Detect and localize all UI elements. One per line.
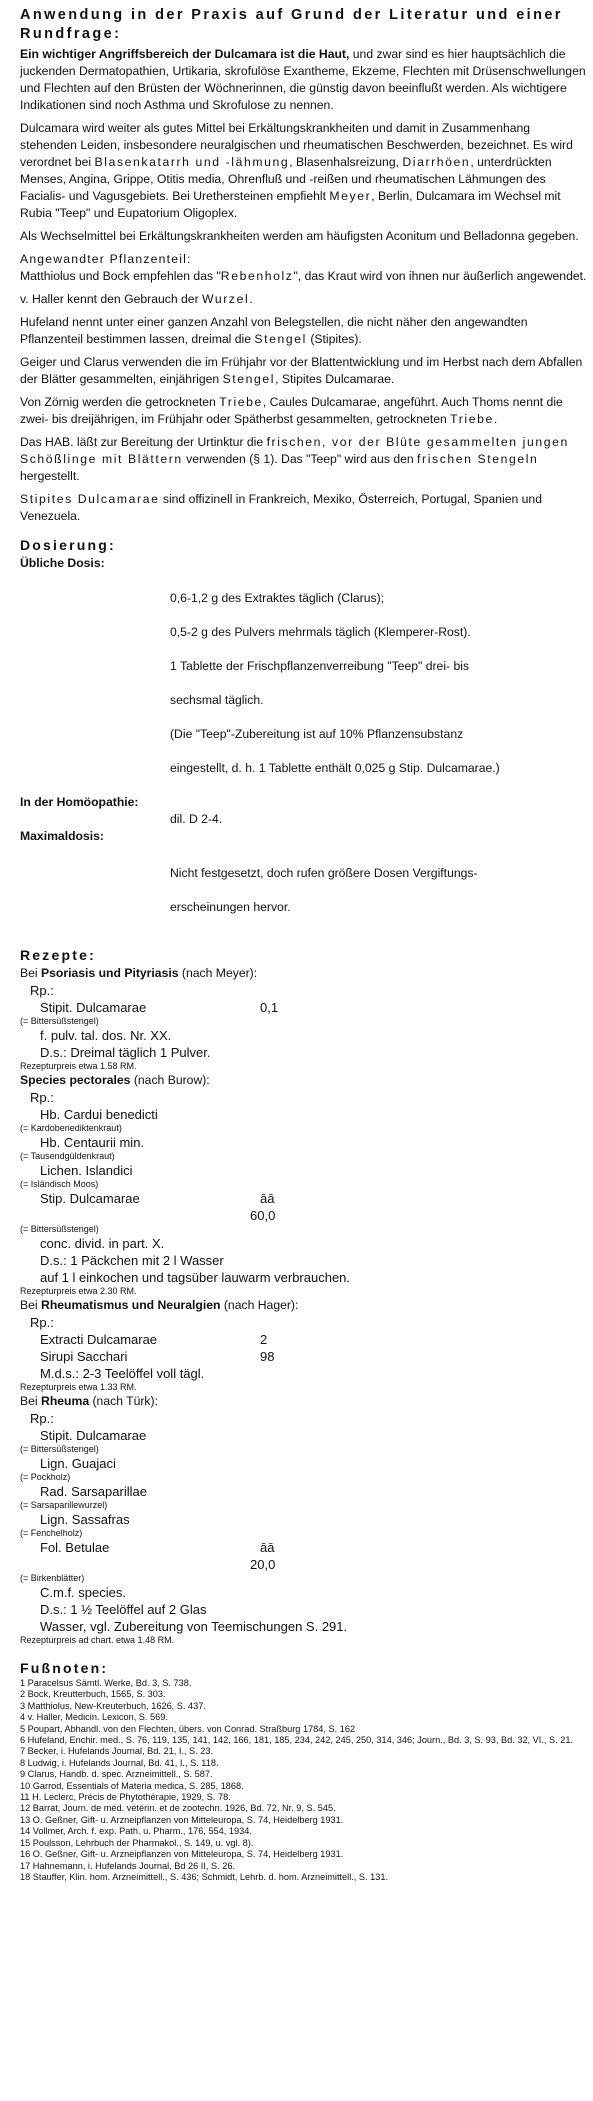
footnote-item: 12 Barrat, Journ. de méd. vétérin. et de zootechn. 1926, Bd. 72, Nr. 9, S. 545. bbox=[20, 1803, 336, 1814]
ingredient-quantity: 0,1 bbox=[260, 1000, 279, 1015]
ingredient-name: Hb. Cardui benedicti bbox=[40, 1107, 158, 1122]
text: , Stipites Dulcamarae. bbox=[275, 372, 395, 386]
instruction-line: D.s.: Dreimal täglich 1 Pulver. bbox=[40, 1045, 211, 1060]
spaced-text: Diarrhöen bbox=[402, 155, 471, 169]
recipe-indication: Species pectorales bbox=[20, 1073, 131, 1087]
text: (nach Burow): bbox=[130, 1073, 210, 1087]
max-dose-label: Maximaldosis: bbox=[20, 829, 104, 843]
footnote-item: 13 O. Geßner, Gift- u. Arzneipflanzen von Mitteleuropa, S. 74, Heidelberg 1931. bbox=[20, 1814, 344, 1825]
plant-paragraph-5 bbox=[20, 394, 590, 428]
recipe-price: Rezepturpreis etwa 1.33 RM. bbox=[20, 1382, 137, 1392]
recipe-1 bbox=[20, 965, 590, 1072]
ingredient-name: Lign. Sassafras bbox=[40, 1512, 130, 1527]
text: Bei bbox=[20, 1394, 42, 1408]
dose-line: 1 Tablette der Frischpflanzenverreibung "Teep" drei- bis bbox=[170, 659, 470, 673]
text: Dulcamara wird weiter als gutes Mittel bei Erkältungskrankheiten und damit in Zusammenhang stehenden Leiden, insbesondere neuralgischen und rheumatischen Beschwerden, bezeichnet. Es wird verordnet bei bbox=[20, 121, 573, 169]
usual-dose-label: Übliche Dosis: bbox=[20, 556, 105, 570]
ingredient-note: (= Birkenblätter) bbox=[20, 1573, 85, 1583]
footnote-item: 15 Poulsson, Lehrbuch der Pharmakol., S. 149, u. vgl. 8). bbox=[20, 1837, 254, 1848]
ingredient-note: (= Sarsaparillewurzel) bbox=[20, 1500, 108, 1510]
usual-dose-lines bbox=[170, 573, 590, 794]
ingredient-name: Fol. Betulae bbox=[40, 1540, 110, 1555]
dose-line: 0,5-2 g des Pulvers mehrmals täglich (Klemperer-Rost). bbox=[170, 625, 471, 639]
text: , unterdrückten Menses, Angina, Grippe, Otitis media, Ohrenfluß und -reißen und rheumatischen Lähmungen des Facialis- und Vagusgebiets. Bei Urethersteinen empfiehlt bbox=[20, 155, 552, 203]
spaced-text: Wurzel bbox=[202, 292, 250, 306]
ingredient-note: (= Bittersüßstengel) bbox=[20, 1224, 99, 1234]
text: Bei bbox=[20, 1298, 42, 1312]
footnote-item: 14 Vollmer, Arch. f. exp. Path. u. Pharm., 176, 554, 1934. bbox=[20, 1826, 252, 1837]
spaced-text: Stipites Dulcamarae bbox=[20, 492, 160, 506]
instruction-line: M.d.s.: 2-3 Teelöffel voll tägl. bbox=[40, 1366, 205, 1381]
text: ", das Kraut wird von ihnen nur äußerlich angewendet. bbox=[293, 269, 587, 283]
text: hergestellt. bbox=[20, 469, 80, 483]
dose-line: sechsmal täglich. bbox=[170, 693, 264, 707]
dose-line: eingestellt, d. h. 1 Tablette enthält 0,025 g Stip. Dulcamarae.) bbox=[170, 761, 500, 775]
ingredient bbox=[40, 1190, 590, 1207]
instruction-line: C.m.f. species. bbox=[40, 1585, 126, 1600]
text: , Berlin, Dulcamara im Wechsel mit Rubia "Teep" und Eupatorium Oligoplex. bbox=[20, 189, 561, 220]
recipe-price: Rezepturpreis ad chart. etwa 1.48 RM. bbox=[20, 1635, 175, 1645]
ingredient-note: (= Isländisch Moos) bbox=[20, 1179, 99, 1189]
ingredient-note: (= Fenchelholz) bbox=[20, 1528, 83, 1538]
instruction-line: auf 1 l einkochen und tagsüber lauwarm verbrauchen. bbox=[40, 1270, 351, 1285]
text: Das HAB. läßt zur Bereitung der Urtinktur die bbox=[20, 435, 267, 449]
recipe-3 bbox=[20, 1297, 590, 1393]
homoeopathy-value: dil. D 2-4. bbox=[170, 812, 223, 826]
ingredient-note: (= Bittersüßstengel) bbox=[20, 1444, 99, 1454]
text: , Caules Dulcamarae, angeführt. Auch Thoms nennt die zwei- bis dreijährigen, im Frühjahr oder Spätherbst gesammelten, getrockneten bbox=[20, 395, 563, 426]
section-heading-dosierung: Dosierung: bbox=[20, 537, 116, 553]
dose-line: erscheinungen hervor. bbox=[170, 900, 291, 914]
footnote-item: 6 Hufeland, Enchir. med., S. 76, 119, 135, 141, 142, 166, 181, 185, 234, 242, 245, 250, 314, 346; Journ., Bd. 3, S. 93, Bd. 32, VI., S. 21. bbox=[20, 1735, 573, 1746]
text: (Stipites). bbox=[306, 332, 362, 346]
text: Geiger und Clarus verwenden die im Frühjahr vor der Blattentwicklung und im Herbst nach dem Abfallen der Blätter gesammelten, einjährigen bbox=[20, 355, 583, 386]
recipe-title bbox=[20, 1393, 590, 1410]
ingredient-quantity: 2 bbox=[260, 1332, 268, 1347]
section-heading-rezepte: Rezepte: bbox=[20, 947, 96, 963]
text: (nach Meyer): bbox=[178, 966, 258, 980]
footnote-item: 9 Clarus, Handb. d. spec. Arzneimittell., S. 587. bbox=[20, 1769, 213, 1780]
dose-line: 0,6-1,2 g des Extraktes täglich (Clarus); bbox=[170, 591, 385, 605]
footnote-item: 7 Becker, i. Hufelands Journal, Bd. 21, I., S. 23. bbox=[20, 1746, 214, 1757]
ingredient-note: (= Bittersüßstengel) bbox=[20, 1016, 99, 1026]
max-dose-lines bbox=[170, 848, 590, 933]
ingredient-total bbox=[40, 1556, 590, 1573]
ingredient-quantity: 98 bbox=[260, 1349, 275, 1364]
footnote-item: 10 Garrod, Essentials of Materia medica, S. 285, 1868. bbox=[20, 1780, 244, 1791]
ingredient-name: Stip. Dulcamarae bbox=[40, 1191, 140, 1206]
plant-paragraph-7 bbox=[20, 491, 590, 525]
text: , Blasenhalsreizung, bbox=[289, 155, 403, 169]
spaced-text: Triebe bbox=[219, 395, 263, 409]
recipe-title bbox=[20, 965, 590, 982]
ingredient-name: Stipit. Dulcamarae bbox=[40, 1428, 147, 1443]
text: (nach Türk): bbox=[89, 1394, 158, 1408]
recipe-4 bbox=[20, 1393, 590, 1646]
plant-paragraph-1 bbox=[20, 268, 590, 285]
ingredient-name: Rad. Sarsaparillae bbox=[40, 1484, 147, 1499]
text: v. Haller kennt den Gebrauch der bbox=[20, 292, 203, 306]
rp-label: Rp.: bbox=[30, 1315, 54, 1330]
spaced-text: Stengel bbox=[254, 332, 307, 346]
instruction-line: D.s.: 1 Päckchen mit 2 l Wasser bbox=[40, 1253, 224, 1268]
text: Von Zörnig werden die getrockneten bbox=[20, 395, 220, 409]
instruction-line: Wasser, vgl. Zubereitung von Teemischungen S. 291. bbox=[40, 1619, 348, 1634]
text: sind offizinell in Frankreich, Mexiko, Österreich, Portugal, Spanien und Venezuela. bbox=[20, 492, 542, 523]
dose-line: Nicht festgesetzt, doch rufen größere Dosen Vergiftungs- bbox=[170, 866, 478, 880]
footnote-item: 5 Poupart, Abhandl. von den Flechten, übers. von Conrad. Straßburg 1784, S. 162 bbox=[20, 1723, 356, 1734]
recipe-indication: Rheuma bbox=[41, 1394, 90, 1408]
recipe-title bbox=[20, 1072, 590, 1089]
recipe-title bbox=[20, 1297, 590, 1314]
footnote-list bbox=[20, 1678, 590, 1883]
ingredient-name: Lign. Guajaci bbox=[40, 1456, 116, 1471]
ingredient-note: (= Pockholz) bbox=[20, 1472, 71, 1482]
spaced-text: Triebe bbox=[450, 412, 494, 426]
text: Hufeland nennt unter einer ganzen Anzahl von Belegstellen, die nicht näher den angewandten Pflanzenteil bestimmen lassen, dreimal die bbox=[20, 315, 528, 346]
homoeopathy-label: In der Homöopathie: bbox=[20, 795, 139, 809]
instruction-line: f. pulv. tal. dos. Nr. XX. bbox=[40, 1028, 172, 1043]
footnote-item: 11 H. Leclerc, Précis de Phytothérapie, 1929, S. 78. bbox=[20, 1792, 231, 1803]
footnote-item: 4 v. Haller, Medicin. Lexicon, S. 569. bbox=[20, 1712, 168, 1723]
plant-paragraph-2 bbox=[20, 291, 590, 308]
ingredient-name: Hb. Centaurii min. bbox=[40, 1135, 145, 1150]
footnote-item: 17 Hahnemann, i. Hufelands Journal, Bd 26 II, S. 26. bbox=[20, 1860, 236, 1871]
subheading-pflanzenteil: Angewandter Pflanzenteil: bbox=[20, 252, 192, 266]
footnote-item: 3 Matthiolus, New-Kreuterbuch, 1626, S. 437. bbox=[20, 1700, 206, 1711]
text: Bei bbox=[20, 966, 42, 980]
spaced-text: Meyer bbox=[329, 189, 372, 203]
intro-rest: und zwar sind es hier hauptsächlich die juckenden Dermatopathien, Urtikaria, skrofulöse Exantheme, Ekzeme, Flechten mit Drüsenschwellungen und Flechten auf den Brüsten der Wöchnerinnen, die günstig davon beeinflußt werden. Als wichtigere Indikationen sind noch Asthma und Skrofulose zu nennen. bbox=[20, 47, 586, 112]
footnote-item: 2 Bock, Kreutterbuch, 1565, S. 303. bbox=[20, 1689, 166, 1700]
ingredient-name: Sirupi Sacchari bbox=[40, 1349, 128, 1364]
footnote-item: 18 Stauffer, Klin. hom. Arzneimittell., S. 436; Schmidt, Lehrb. d. hom. Arzneimittell., S. 131. bbox=[20, 1871, 389, 1882]
dose-line: (Die "Teep"-Zubereitung ist auf 10% Pflanzensubstanz bbox=[170, 727, 464, 741]
recipe-indication: Psoriasis und Pityriasis bbox=[41, 966, 179, 980]
spaced-text: frischen, vor der Blüte gesammelten jungen Schößlinge mit Blättern bbox=[20, 435, 569, 466]
ingredient bbox=[40, 1539, 590, 1556]
ingredient-quantity: āā bbox=[260, 1191, 275, 1206]
ingredient bbox=[40, 999, 590, 1016]
ingredient bbox=[40, 1331, 590, 1348]
text: . bbox=[493, 412, 498, 426]
ingredient-note: (= Tausendgüldenkraut) bbox=[20, 1151, 115, 1161]
plant-paragraph-6 bbox=[20, 434, 590, 485]
ingredient-quantity: 60,0 bbox=[250, 1208, 276, 1223]
spaced-text: Blasenkatarrh und -lähmung bbox=[94, 155, 290, 169]
ingredient-quantity: āā bbox=[260, 1540, 275, 1555]
rp-label: Rp.: bbox=[30, 983, 54, 998]
text: verwenden (§ 1). Das "Teep" wird aus den bbox=[182, 452, 418, 466]
ingredient-name: Stipit. Dulcamarae bbox=[40, 1000, 147, 1015]
recipe-price: Rezepturpreis etwa 1.58 RM. bbox=[20, 1061, 137, 1071]
spaced-text: frischen Stengeln bbox=[417, 452, 539, 466]
spaced-text: Stengel bbox=[222, 372, 276, 386]
ingredient-note: (= Kardobenediktenkraut) bbox=[20, 1123, 122, 1133]
instruction-line: D.s.: 1 ½ Teelöffel auf 2 Glas bbox=[40, 1602, 207, 1617]
ingredient-name: Lichen. Islandici bbox=[40, 1163, 133, 1178]
footnote-item: 1 Paracelsus Sämtl. Werke, Bd. 3, S. 738. bbox=[20, 1678, 192, 1688]
ingredient-quantity: 20,0 bbox=[250, 1557, 276, 1572]
intro-bold: Ein wichtiger Angriffsbereich der Dulcamara ist die Haut, bbox=[20, 47, 350, 61]
ingredient-name: Extracti Dulcamarae bbox=[40, 1332, 158, 1347]
footnote-item: 16 O. Geßner, Gift- u. Arzneipflanzen von Mitteleuropa, S. 74, Heidelberg 1931. bbox=[20, 1849, 344, 1860]
rp-label: Rp.: bbox=[30, 1411, 54, 1426]
plant-paragraph-3 bbox=[20, 314, 590, 348]
text: . bbox=[249, 292, 253, 306]
paragraph-indications bbox=[20, 120, 590, 222]
paragraph-wechselmittel: Als Wechselmittel bei Erkältungskrankheiten werden am häufigsten Aconitum und Belladonna gegeben. bbox=[20, 229, 579, 243]
instruction-line: conc. divid. in part. X. bbox=[40, 1236, 165, 1251]
paragraph-intro bbox=[20, 46, 590, 114]
spaced-text: Rebenholz bbox=[220, 269, 294, 283]
recipe-price: Rezepturpreis etwa 2.30 RM. bbox=[20, 1286, 137, 1296]
section-heading-fussnoten: Fußnoten: bbox=[20, 1660, 109, 1676]
ingredient-total bbox=[40, 1207, 590, 1224]
footnote-item: 8 Ludwig, i. Hufelands Journal, Bd. 41, I., S. 118. bbox=[20, 1757, 219, 1768]
text: (nach Hager): bbox=[220, 1298, 299, 1312]
section-heading-anwendung: Anwendung in der Praxis auf Grund der Literatur und einer Rundfrage: bbox=[20, 7, 563, 42]
text: Matthiolus und Bock empfehlen das " bbox=[20, 269, 221, 283]
rp-label: Rp.: bbox=[30, 1090, 54, 1105]
recipe-2 bbox=[20, 1072, 590, 1297]
recipe-indication: Rheumatismus und Neuralgien bbox=[41, 1298, 221, 1312]
ingredient bbox=[40, 1348, 590, 1365]
plant-paragraph-4 bbox=[20, 354, 590, 388]
